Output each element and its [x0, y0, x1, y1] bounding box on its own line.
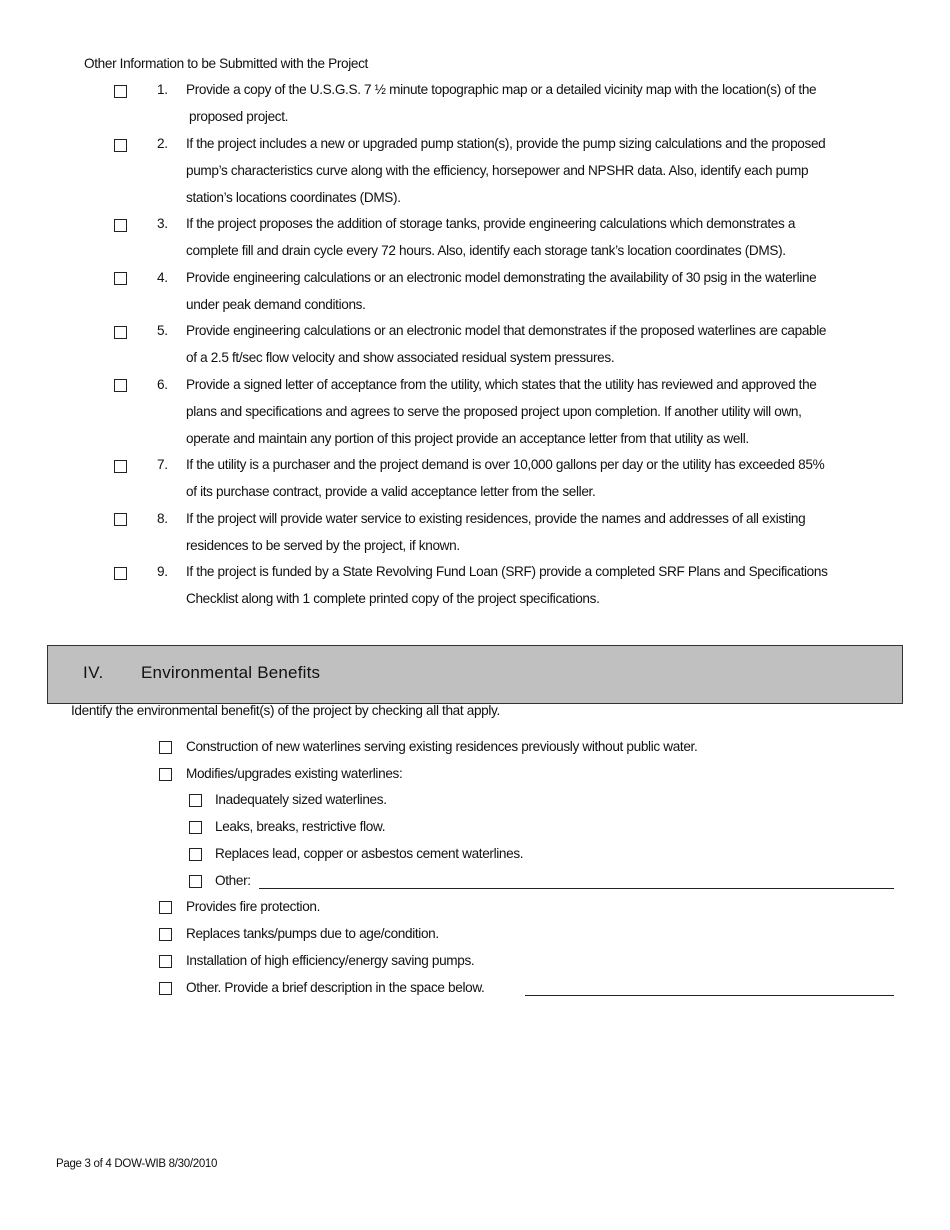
item-4-checkbox[interactable] — [114, 272, 127, 285]
benefit-pumps-checkbox[interactable] — [159, 955, 172, 968]
section-heading: Other Information to be Submitted with the Project — [84, 56, 368, 71]
benefit-modifies-checkbox[interactable] — [159, 768, 172, 781]
item-6-text — [186, 372, 896, 452]
item-5-line-2: of a 2.5 ft/sec flow velocity and show associated residual system pressures. — [186, 349, 615, 365]
item-5-line-1: Provide engineering calculations or an electronic model that demonstrates if the proposed waterlines are capable — [186, 323, 827, 338]
sub-inadequate-checkbox[interactable] — [189, 794, 202, 807]
benefit-fire-checkbox[interactable] — [159, 901, 172, 914]
benefit-new-waterlines-label: Construction of new waterlines serving existing residences previously without public water. — [186, 739, 698, 754]
item-3-line-2: complete fill and drain cycle every 72 hours. Also, identify each storage tank’s location coordinates (DMS). — [186, 242, 786, 258]
item-2-number: 2. — [157, 136, 168, 151]
item-7-line-2: of its purchase contract, provide a valid acceptance letter from the seller. — [186, 483, 596, 499]
item-4-text — [186, 265, 896, 319]
page-footer: Page 3 of 4 DOW-WIB 8/30/2010 — [56, 1158, 218, 1170]
item-7-text — [186, 452, 896, 506]
section-number: IV. — [83, 663, 104, 682]
item-1-text — [186, 77, 896, 131]
sub-inadequate-label: Inadequately sized waterlines. — [215, 792, 387, 807]
benefit-other-label: Other. Provide a brief description in the space below. — [186, 980, 485, 995]
item-1-checkbox[interactable] — [114, 85, 127, 98]
item-7-line-1: If the utility is a purchaser and the project demand is over 10,000 gallons per day or the utility has exceeded 85% — [186, 457, 825, 472]
sub-lead-checkbox[interactable] — [189, 848, 202, 861]
item-5-number: 5. — [157, 323, 168, 338]
item-9-text — [186, 559, 896, 613]
item-9-number: 9. — [157, 564, 168, 579]
item-8-line-1: If the project will provide water service to existing residences, provide the names and addresses of all existing — [186, 511, 806, 526]
item-4-line-1: Provide engineering calculations or an electronic model demonstrating the availability of 30 psig in the waterline — [186, 270, 817, 285]
item-8-number: 8. — [157, 511, 168, 526]
item-6-checkbox[interactable] — [114, 379, 127, 392]
item-1-number: 1. — [157, 82, 168, 97]
benefit-modifies-label: Modifies/upgrades existing waterlines: — [186, 766, 403, 781]
sub-leaks-label: Leaks, breaks, restrictive flow. — [215, 819, 386, 834]
item-9-line-1: If the project is funded by a State Revolving Fund Loan (SRF) provide a completed SRF Plans and Specifications — [186, 564, 828, 579]
benefit-pumps-label: Installation of high efficiency/energy saving pumps. — [186, 953, 475, 968]
section-title: Environmental Benefits — [141, 663, 321, 682]
item-6-line-2: plans and specifications and agrees to serve the proposed project upon completion. If another utility will own, — [186, 403, 802, 419]
sub-other-checkbox[interactable] — [189, 875, 202, 888]
benefit-other-checkbox[interactable] — [159, 982, 172, 995]
item-3-checkbox[interactable] — [114, 219, 127, 232]
item-2-line-3: station’s locations coordinates (DMS). — [186, 189, 401, 205]
item-7-checkbox[interactable] — [114, 460, 127, 473]
item-5-text — [186, 318, 896, 372]
item-2-line-1: If the project includes a new or upgraded pump station(s), provide the pump sizing calculations and the proposed — [186, 136, 826, 151]
benefit-new-waterlines-checkbox[interactable] — [159, 741, 172, 754]
item-2-line-2: pump’s characteristics curve along with the efficiency, horsepower and NPSHR data. Also, identify each pump — [186, 162, 809, 178]
benefit-other-input-line[interactable] — [525, 995, 894, 996]
item-4-line-2: under peak demand conditions. — [186, 296, 366, 312]
item-9-checkbox[interactable] — [114, 567, 127, 580]
item-3-number: 3. — [157, 216, 168, 231]
item-1-line-1: Provide a copy of the U.S.G.S. 7 ½ minute topographic map or a detailed vicinity map with the location(s) of the — [186, 82, 817, 97]
sub-other-input-line[interactable] — [259, 888, 894, 889]
item-7-number: 7. — [157, 457, 168, 472]
sub-other-label: Other: — [215, 873, 251, 888]
benefit-tanks-checkbox[interactable] — [159, 928, 172, 941]
sub-lead-label: Replaces lead, copper or asbestos cement waterlines. — [215, 846, 524, 861]
section-banner — [47, 645, 903, 704]
item-1-line-2: proposed project. — [189, 108, 289, 124]
item-8-checkbox[interactable] — [114, 513, 127, 526]
item-6-line-3: operate and maintain any portion of this project provide an acceptance letter from that utility as well. — [186, 430, 749, 446]
benefits-intro: Identify the environmental benefit(s) of the project by checking all that apply. — [71, 703, 500, 718]
item-6-number: 6. — [157, 377, 168, 392]
item-3-line-1: If the project proposes the addition of storage tanks, provide engineering calculations which demonstrates a — [186, 216, 796, 231]
item-6-line-1: Provide a signed letter of acceptance from the utility, which states that the utility has reviewed and approved the — [186, 377, 817, 392]
benefit-fire-label: Provides fire protection. — [186, 899, 321, 914]
item-9-line-2: Checklist along with 1 complete printed copy of the project specifications. — [186, 590, 600, 606]
sub-leaks-checkbox[interactable] — [189, 821, 202, 834]
benefit-tanks-label: Replaces tanks/pumps due to age/condition. — [186, 926, 439, 941]
item-3-text — [186, 211, 896, 265]
item-8-line-2: residences to be served by the project, if known. — [186, 537, 460, 553]
item-2-checkbox[interactable] — [114, 139, 127, 152]
item-4-number: 4. — [157, 270, 168, 285]
item-8-text — [186, 506, 896, 560]
item-5-checkbox[interactable] — [114, 326, 127, 339]
item-2-text — [186, 131, 896, 211]
